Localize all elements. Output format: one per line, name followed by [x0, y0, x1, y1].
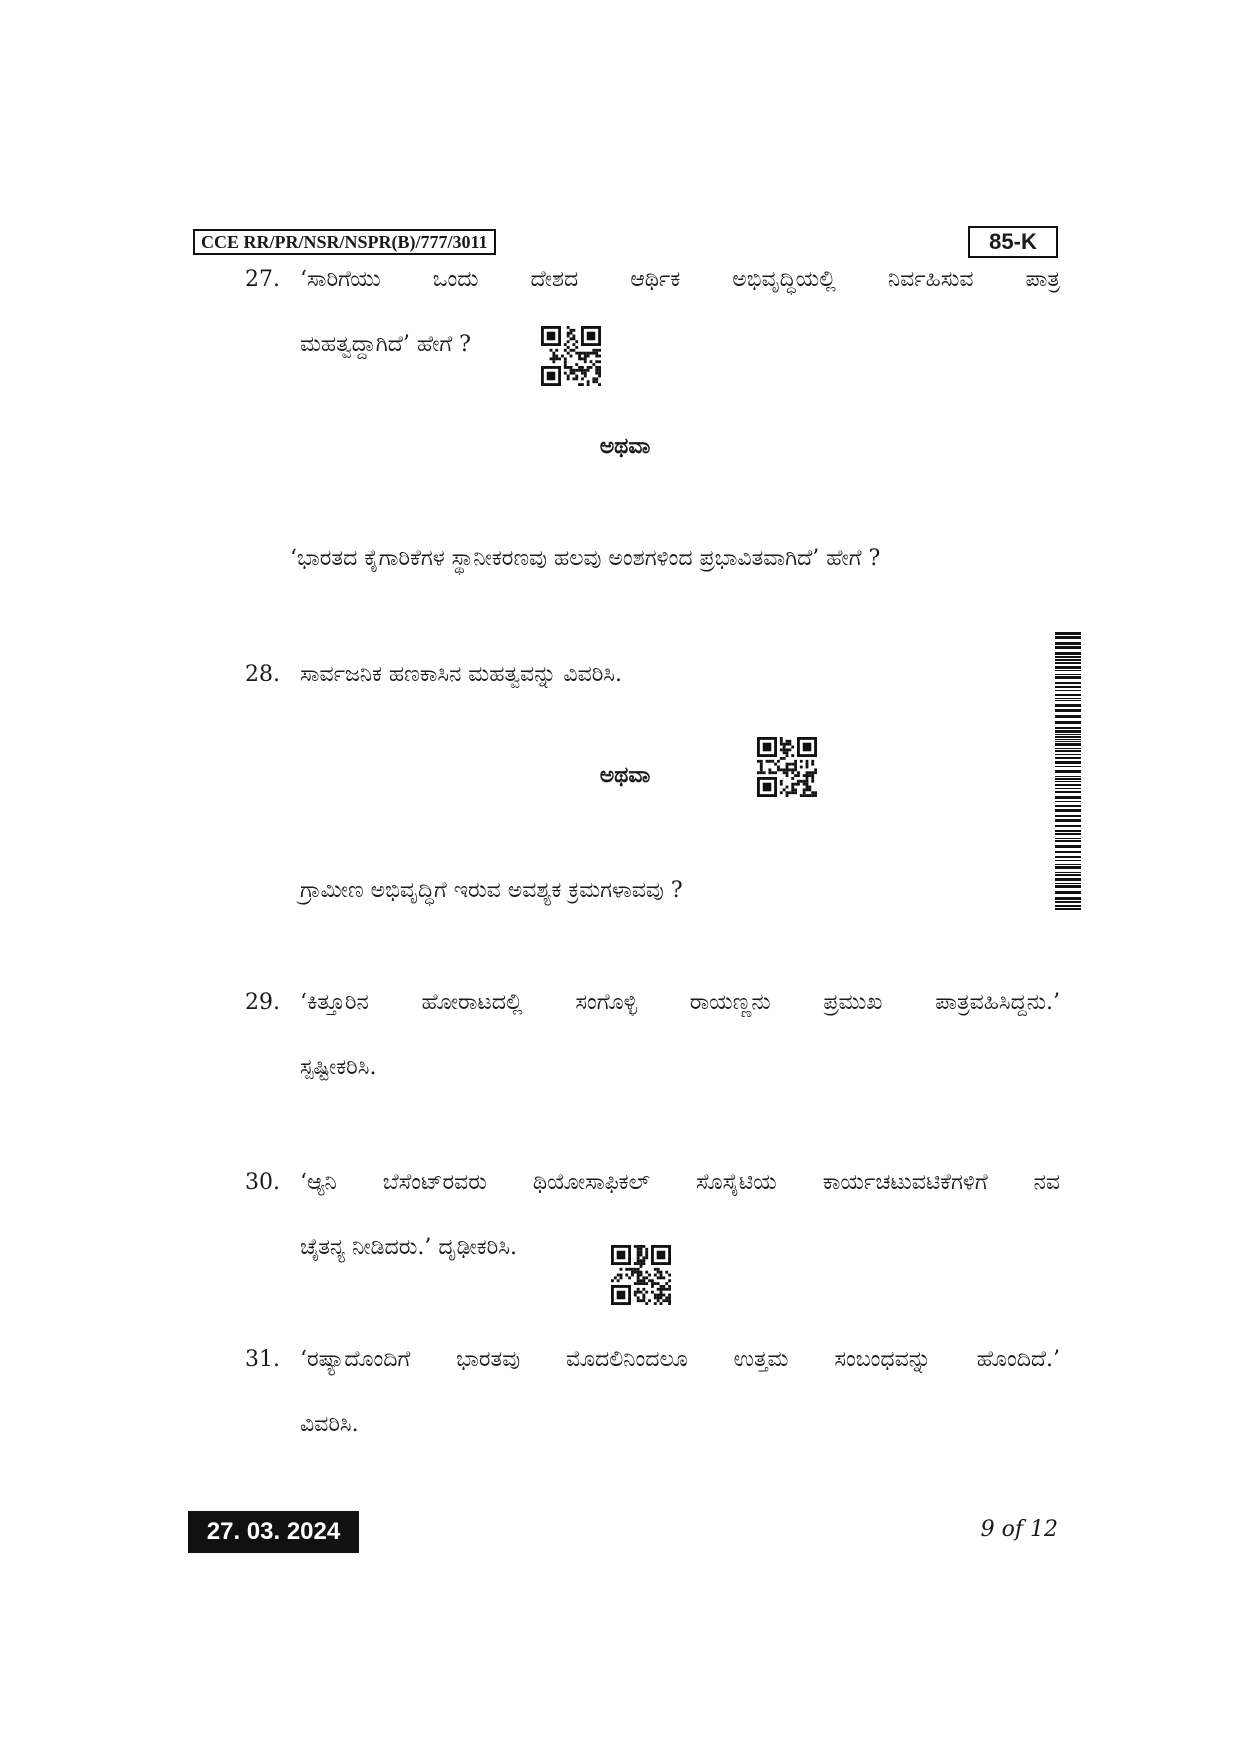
qr-code [541, 326, 601, 386]
question-number: 30. [245, 1170, 280, 1195]
question-text-line: ಸಾರ್ವಜನಿಕ ಹಣಕಾಸಿನ ಮಹತ್ವವನ್ನು ವಿವರಿಸಿ. [300, 662, 622, 687]
question-text-line: ಸ್ಪಷ್ಟೀಕರಿಸಿ. [300, 1055, 377, 1080]
or-separator: ಅಥವಾ [599, 433, 651, 459]
barcode [1055, 632, 1081, 910]
question-number: 31. [245, 1347, 280, 1372]
question-text-line: ‘ಸಾರಿಗೆಯು ಒಂದು ದೇಶದ ಆರ್ಥಿಕ ಅಭಿವೃದ್ಧಿಯಲ್ಲಿ ನಿರ್ವಹಿಸುವ ಪಾತ್ರ [300, 267, 1060, 292]
page-number: 9 of 12 [980, 1517, 1058, 1542]
question-text-line: ಮಹತ್ವದ್ದಾಗಿದೆ’ ಹೇಗೆ ? [300, 332, 471, 357]
paper-number-box: 85-K [968, 226, 1058, 258]
question-text-line: ‘ಆ್ಯನಿ ಬೆಸೆಂಟ್‌ರವರು ಥಿಯೋಸಾಫಿಕಲ್ ಸೊಸೈಟಿಯ ಕಾರ್ಯಚಟುವಟಿಕೆಗಳಿಗೆ ನವ [300, 1170, 1060, 1195]
qr-code [757, 737, 817, 797]
exam-date: 27. 03. 2024 [188, 1511, 359, 1553]
question-text-line: ‘ರಷ್ಯಾದೊಂದಿಗೆ ಭಾರತವು ಮೊದಲಿನಿಂದಲೂ ಉತ್ತಮ ಸಂಬಂಧವನ್ನು ಹೊಂದಿದೆ.’ [300, 1347, 1060, 1372]
or-separator: ಅಥವಾ [599, 762, 651, 788]
alternative-question-text: ‘ಭಾರತದ ಕೈಗಾರಿಕೆಗಳ ಸ್ಥಾನೀಕರಣವು ಹಲವು ಅಂಶಗಳಿಂದ ಪ್ರಭಾವಿತವಾಗಿದೆ’ ಹೇಗೆ ? [290, 546, 881, 571]
question-number: 27. [245, 267, 280, 292]
question-number: 28. [245, 662, 280, 687]
question-text-line: ವಿವರಿಸಿ. [300, 1412, 359, 1437]
question-text-line: ‘ಕಿತ್ತೂರಿನ ಹೋರಾಟದಲ್ಲಿ ಸಂಗೊಳ್ಳಿ ರಾಯಣ್ಣನು ಪ್ರಮುಖ ಪಾತ್ರವಹಿಸಿದ್ದನು.’ [300, 990, 1060, 1015]
alternative-question-text: ಗ್ರಾಮೀಣ ಅಭಿವೃದ್ಧಿಗೆ ಇರುವ ಅವಶ್ಯಕ ಕ್ರಮಗಳಾವವು ? [300, 878, 683, 903]
qr-code [611, 1245, 671, 1305]
paper-code-box: CCE RR/PR/NSR/NSPR(B)/777/3011 [193, 229, 496, 255]
question-text-line: ಚೈತನ್ಯ ನೀಡಿದರು.’ ದೃಢೀಕರಿಸಿ. [300, 1235, 517, 1260]
question-number: 29. [245, 990, 280, 1015]
